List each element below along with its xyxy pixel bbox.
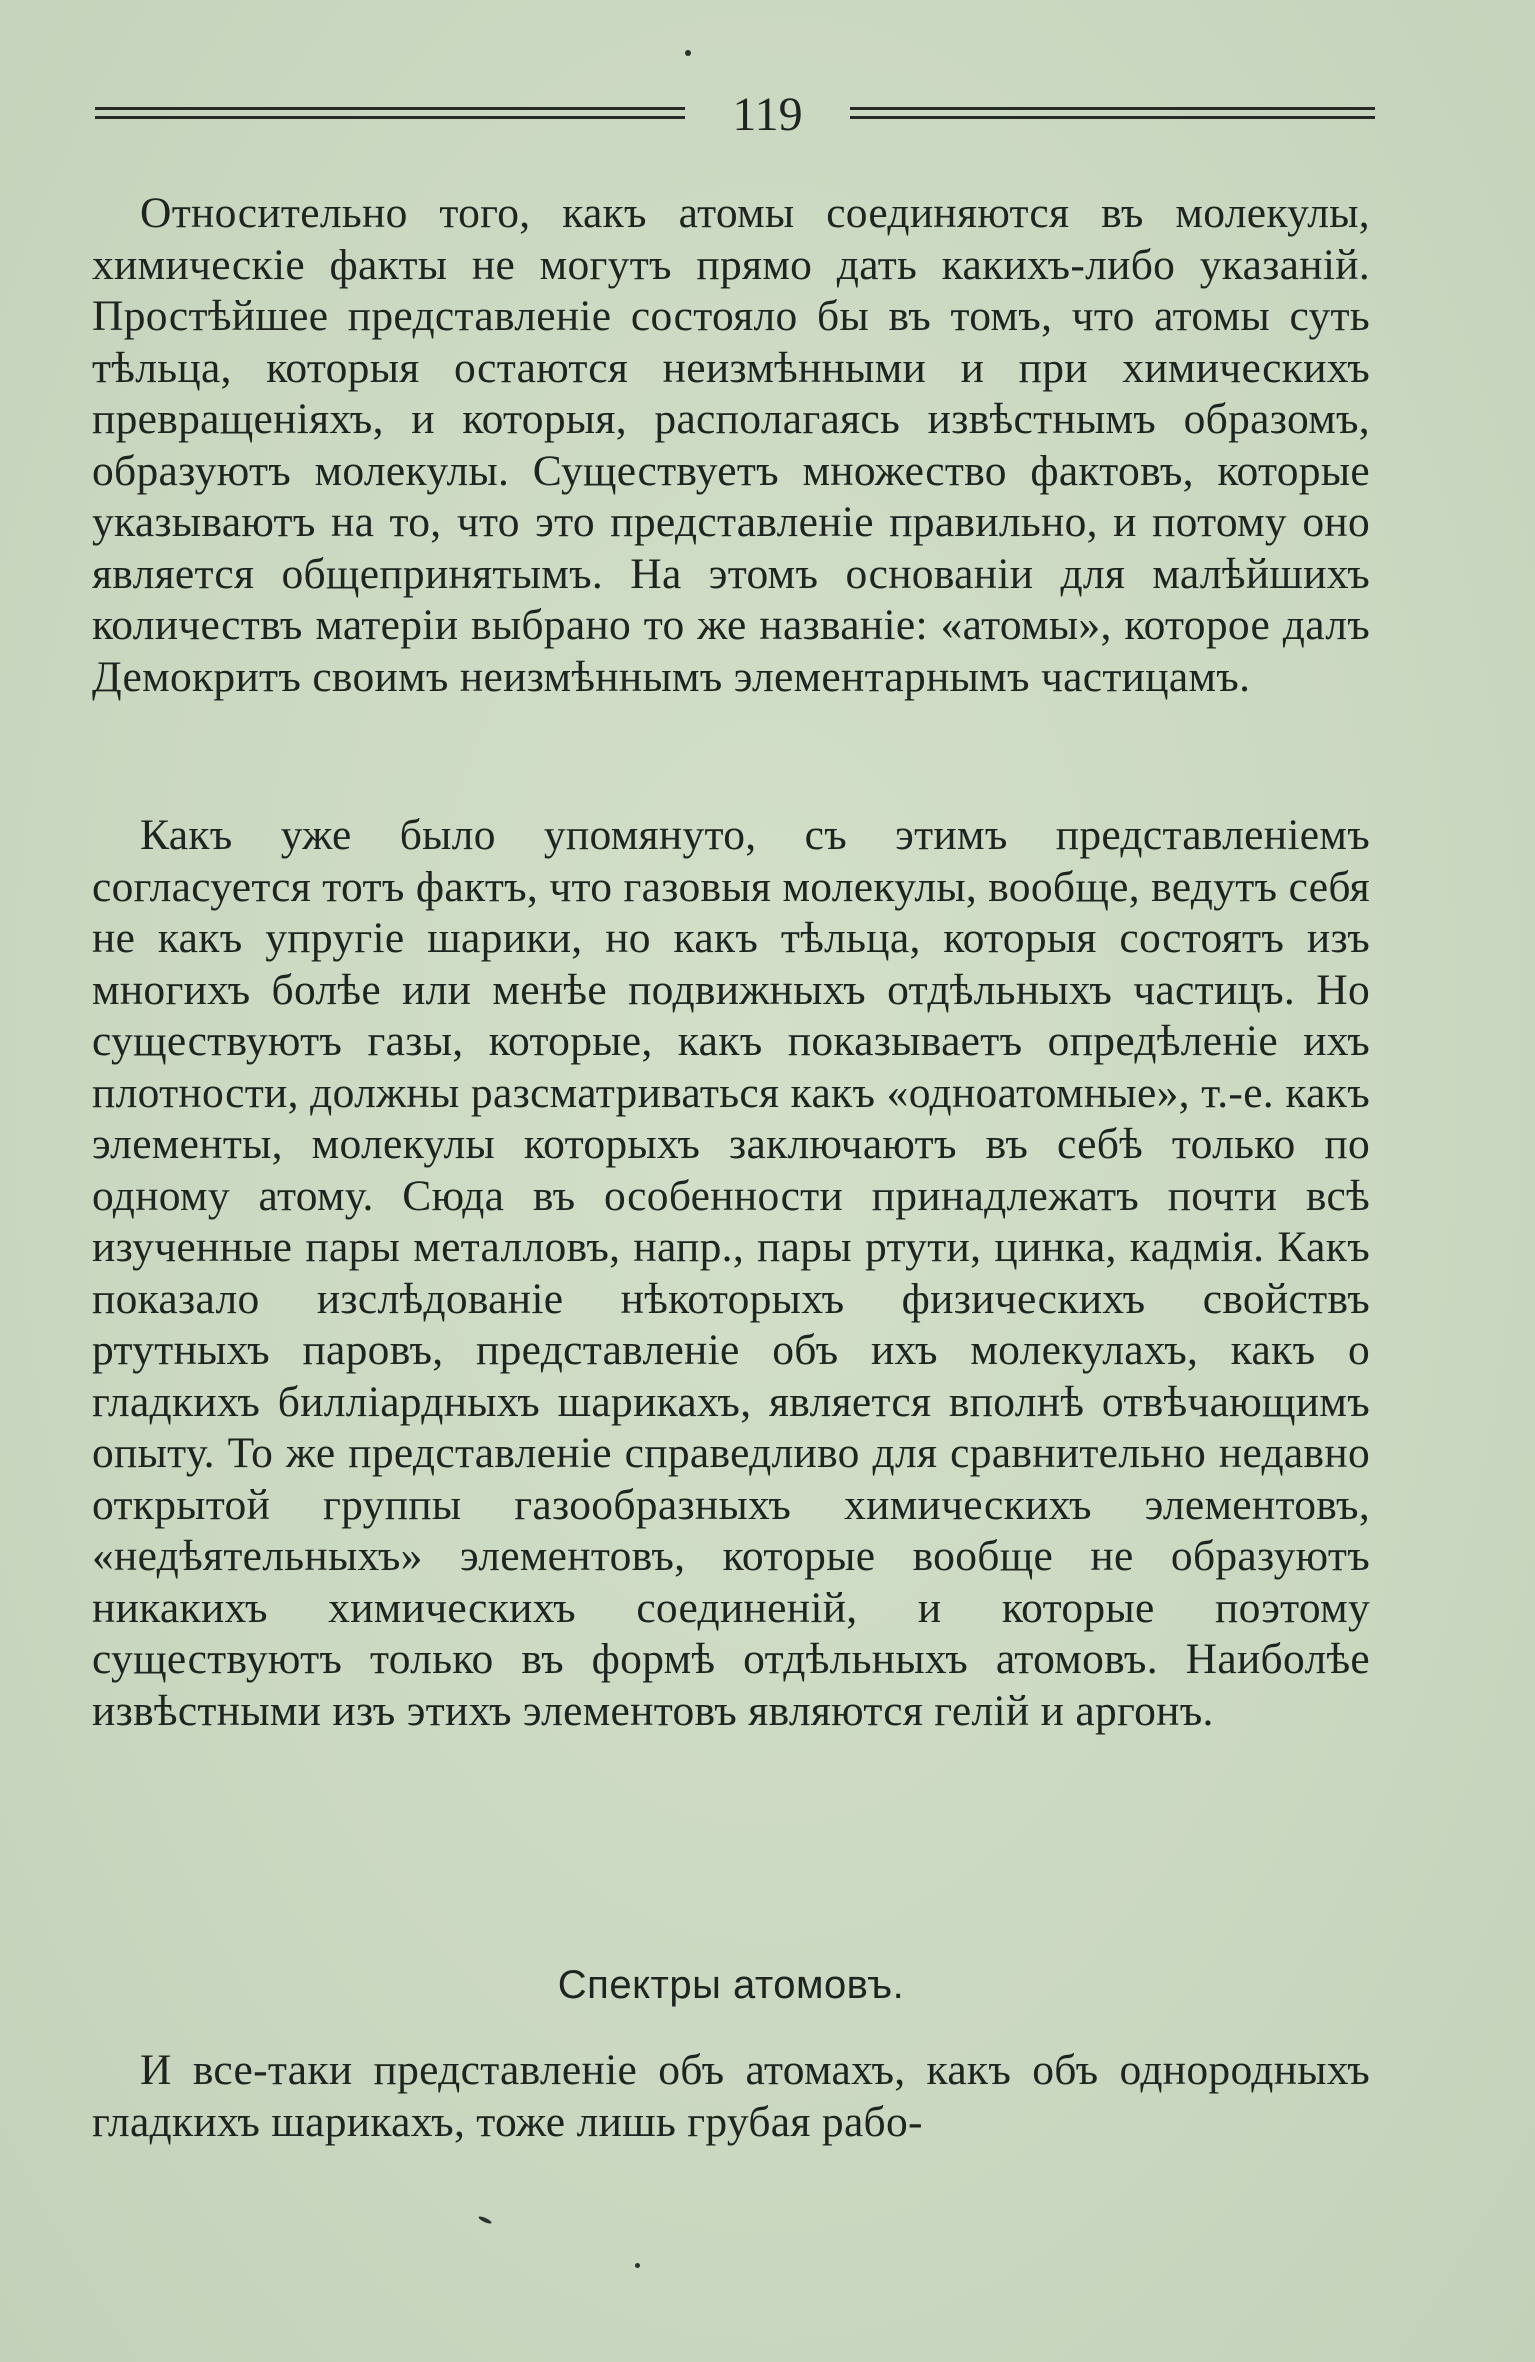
paragraph-1-block: [92, 188, 1370, 703]
page-header: [70, 85, 1375, 145]
paragraph-2: Какъ уже было упомянуто, съ этимъ представленіемъ согласуется тотъ фактъ, что газовыя молекулы, вообще, ведутъ себя не какъ упругіе шарики, но какъ тѣльца, которыя состоятъ изъ многихъ болѣе или менѣе подвижныхъ отдѣльныхъ частицъ. Но существуютъ газы, которые, какъ показываетъ опредѣленіе ихъ плотности, должны разсматриваться какъ «одноатомные», т.-е. какъ элементы, молекулы которыхъ заключаютъ въ себѣ только по одному атому. Сюда въ особенности принадлежатъ почти всѣ изученные пары металловъ, напр., пары ртути, цинка, кадмія. Какъ показало изслѣдованіе нѣкоторыхъ физическихъ свойствъ ртутныхъ паровъ, представленіе объ ихъ молекулахъ, какъ о гладкихъ билліардныхъ шарикахъ, является вполнѣ отвѣчающимъ опыту. То же представленіе справедливо для сравнительно недавно открытой группы газообразныхъ химическихъ элементовъ, «недѣятельныхъ» элементовъ, которые вообще не образуютъ никакихъ химическихъ соединеній, и которые поэтому существуютъ только въ формѣ отдѣльныхъ атомовъ. Наиболѣе извѣстными изъ этихъ элементовъ являются гелій и аргонъ.: [92, 811, 1370, 1735]
print-speck-bottom-2: [635, 2263, 640, 2268]
paragraph-2-block: [92, 810, 1370, 1737]
paragraph-1: Относительно того, какъ атомы соединяются въ молекулы, химическіе факты не могутъ прямо дать какихъ-либо указаній. Простѣйшее представленіе состояло бы въ томъ, что атомы суть тѣльца, которыя остаются неизмѣнными и при химическихъ превращеніяхъ, и которыя, располагаясь извѣстнымъ образомъ, образуютъ молекулы. Существуетъ множество фактовъ, которые указываютъ на то, что это представленіе правильно, и потому оно является общепринятымъ. На этомъ основаніи для малѣйшихъ количествъ матеріи выбрано то же названіе: «атомы», которое далъ Демокритъ своимъ неизмѣннымъ элементарнымъ частицамъ.: [92, 189, 1370, 701]
header-rule-left: [95, 107, 685, 121]
paragraph-3: И все-таки представленіе объ атомахъ, какъ объ однородныхъ гладкихъ шарикахъ, тоже лишь грубая рабо-: [92, 2046, 1370, 2146]
print-speck-bottom: [478, 2215, 492, 2225]
section-heading: Спектры атомовъ.: [557, 1963, 905, 2007]
header-rule-right: [850, 107, 1375, 121]
paragraph-3-block: [92, 2045, 1370, 2148]
page-number: 119: [732, 88, 803, 141]
print-speck-top: [685, 50, 691, 56]
